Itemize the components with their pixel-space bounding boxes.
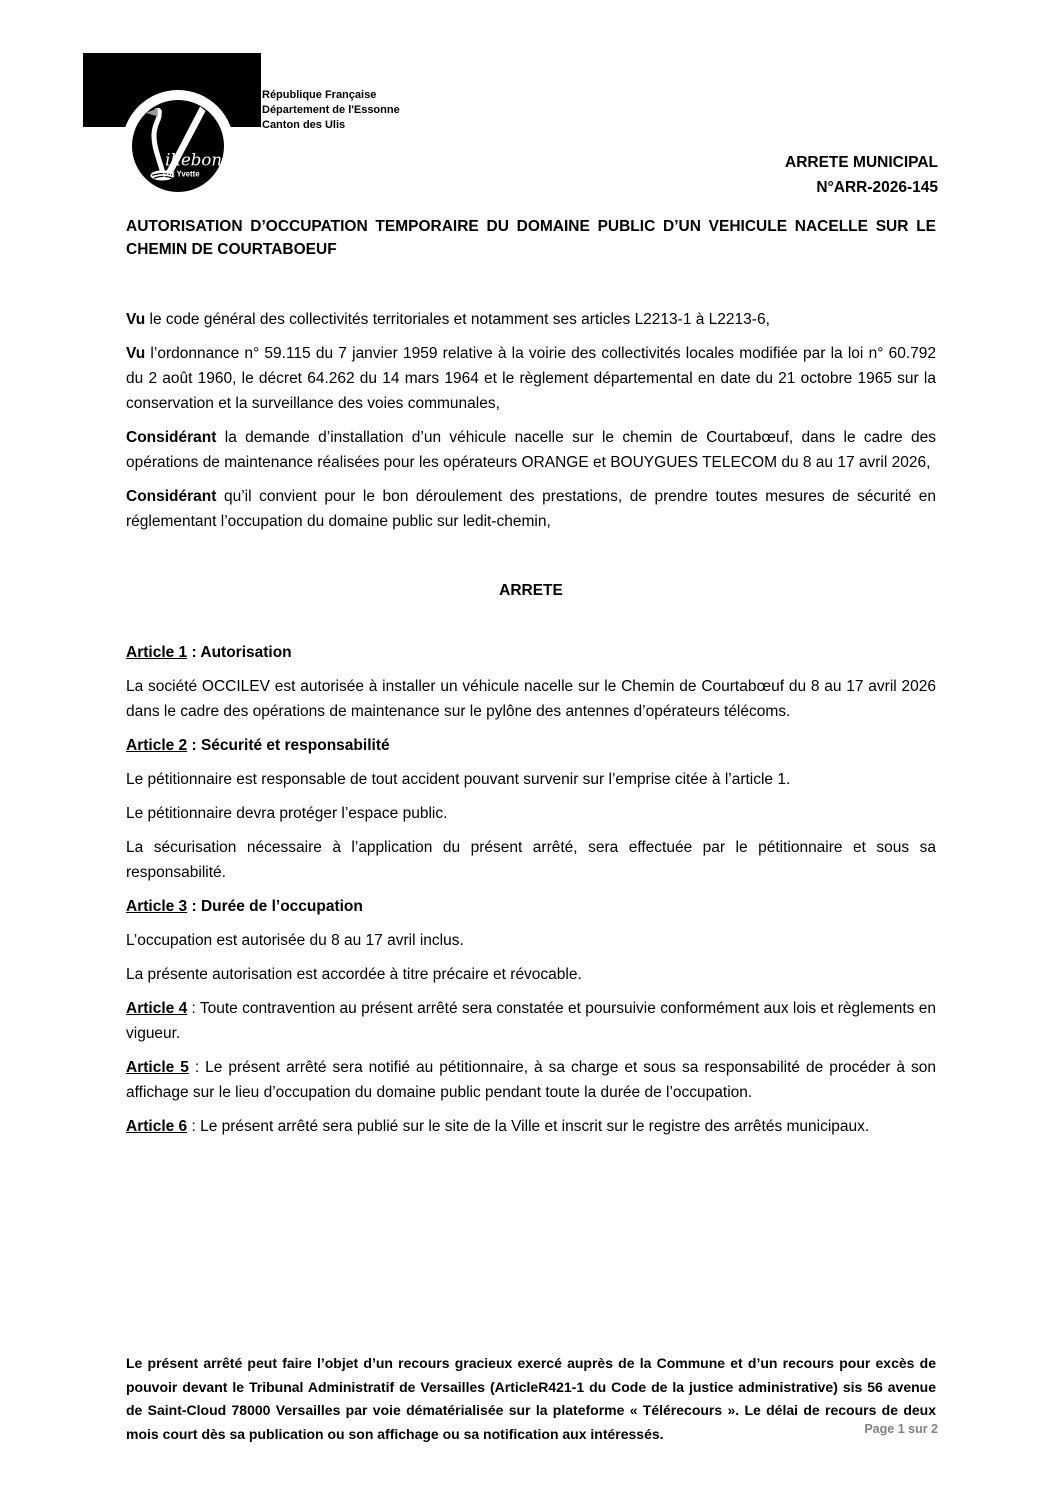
preamble-paragraph [126, 341, 936, 416]
canton-line: Canton des Ulis [262, 119, 346, 131]
article-5-text: : Le présent arrêté sera notifié au pétitionnaire, à sa charge et sous sa responsabilité de procéder à son affichage sur le lieu d’occupation du domaine public pendant toute la durée de l’occupation. [126, 1059, 936, 1101]
doc-number: N°ARR-2026-145 [816, 179, 938, 196]
article-3-title: : Durée de l’occupation [187, 898, 363, 915]
considerant-lead: Considérant [126, 429, 217, 446]
article-1-label: Article 1 [126, 644, 188, 661]
preamble-paragraph [126, 425, 936, 475]
doc-type: ARRETE MUNICIPAL [785, 154, 938, 171]
document-meta [785, 150, 938, 200]
republique-line: République Française [262, 89, 377, 101]
article-4-label: Article 4 [126, 1000, 188, 1017]
article-2-paragraph: Le pétitionnaire est responsable de tout accident pouvant survenir sur l’emprise citée à l’article 1. [126, 771, 791, 788]
article-2-paragraph: La sécurisation nécessaire à l’application du présent arrêté, sera effectuée par le pétitionnaire et sous sa responsabilité. [126, 839, 936, 881]
preamble-text: la demande d’installation d’un véhicule nacelle sur le chemin de Courtabœuf, dans le cadre des opérations de maintenance réalisées pour les opérateurs ORANGE et BOUYGUES TELECOM du 8 au 17 avril 2026, [126, 429, 936, 471]
arrete-heading: ARRETE [499, 582, 563, 599]
logo-name-svg: illebon [165, 150, 223, 170]
preamble-text: qu’il convient pour le bon déroulement des prestations, de prendre toutes mesures de sécurité en réglementant l’occupation du domaine public sur ledit-chemin, [126, 488, 936, 530]
article-1-paragraph: La société OCCILEV est autorisée à installer un véhicule nacelle sur le Chemin de Courtabœuf du 8 au 17 avril 2026 dans le cadre des opérations de maintenance sur le pylône des antennes d’opérateurs télécoms. [126, 678, 936, 720]
article-5-paragraph [126, 1055, 936, 1105]
article-1-heading [126, 640, 936, 665]
recours-notice: Le présent arrêté peut faire l’objet d’un recours gracieux exercé auprès de la Commune et d’un recours pour excès de pouvoir devant le Tribunal Administratif de Versailles (ArticleR421-1 du Code de la justice administrative) sis 56 avenue de Saint-Cloud 78000 Versailles par voie dématérialisée sur la plateforme « Télérecours ». Le délai de recours de deux mois court dès sa publication ou son affichage ou sa notification aux intéressés. [126, 1355, 936, 1442]
document-body [126, 215, 936, 1148]
preamble-paragraph [126, 307, 936, 332]
preamble-paragraph [126, 484, 936, 534]
swan-icon [132, 100, 224, 192]
considerant-lead: Considérant [126, 488, 217, 505]
document-title: AUTORISATION D’OCCUPATION TEMPORAIRE DU DOMAINE PUBLIC D’UN VEHICULE NACELLE SUR LE CHEMIN DE COURTABOEUF [126, 218, 936, 258]
article-4-text: : Toute contravention au présent arrêté sera constatée et poursuivie conformément aux lois et règlements en vigueur. [126, 1000, 936, 1042]
villebon-logo [0, 0, 280, 210]
logo-disc [132, 100, 224, 192]
administrative-header [262, 88, 400, 133]
article-3-paragraph: L’occupation est autorisée du 8 au 17 avril inclus. [126, 932, 464, 949]
article-2-paragraph: Le pétitionnaire devra protéger l’espace public. [126, 805, 448, 822]
vu-lead: Vu [126, 311, 146, 328]
article-6-text: : Le présent arrêté sera publié sur le site de la Ville et inscrit sur le registre des arrêtés municipaux. [187, 1118, 870, 1135]
article-3-label: Article 3 [126, 898, 188, 915]
article-6-label: Article 6 [126, 1118, 188, 1135]
departement-line: Département de l'Essonne [262, 104, 400, 116]
article-4-paragraph [126, 996, 936, 1046]
page-indicator: Page 1 sur 2 [864, 1422, 938, 1436]
article-5-label: Article 5 [126, 1059, 189, 1076]
article-2-label: Article 2 [126, 737, 188, 754]
logo-subtitle-svg: sur Yvette [162, 169, 200, 179]
preamble-text: le code général des collectivités territoriales et notamment ses articles L2213-1 à L2213-6, [145, 311, 770, 328]
preamble-text: l’ordonnance n° 59.115 du 7 janvier 1959 relative à la voirie des collectivités locales modifiée par la loi n° 60.792 du 2 août 1960, le décret 64.262 du 14 mars 1964 et le règlement départemental en date du 21 octobre 1965 sur la conservation et la surveillance des voies communales, [126, 345, 936, 412]
vu-lead: Vu [126, 345, 146, 362]
article-3-paragraph: La présente autorisation est accordée à titre précaire et révocable. [126, 966, 582, 983]
article-6-paragraph [126, 1114, 936, 1139]
article-1-title: : Autorisation [187, 644, 292, 661]
article-2-title: : Sécurité et responsabilité [187, 737, 390, 754]
legal-footer [126, 1352, 936, 1446]
article-3-heading [126, 894, 936, 919]
article-2-heading [126, 733, 936, 758]
